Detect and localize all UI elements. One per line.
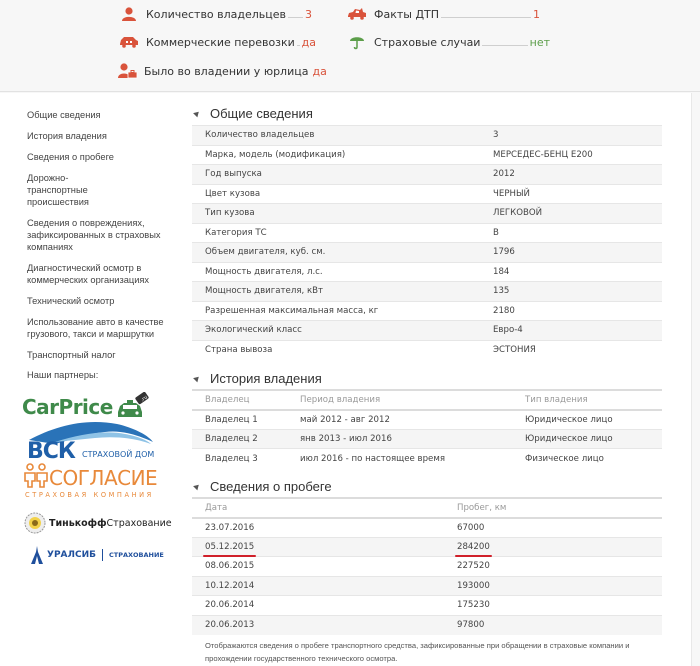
ownership-type-cell: Физическое лицо (512, 449, 662, 469)
mileage-note: Отображаются сведения о пробеге транспортного средства, зафиксированные при обращении в страховые компании и прохождении государственного технического осмотра. (205, 641, 630, 663)
partners-label: Наши партнеры: (27, 370, 99, 380)
date-cell (192, 537, 444, 557)
carprice-logo[interactable]: CarPrice .ru (22, 393, 149, 421)
row-value: ЧЕРНЫЙ (480, 184, 662, 204)
company-owned-value: да (312, 64, 327, 78)
svg-text:ВСК: ВСК (27, 439, 75, 460)
section-title: Сведения о пробеге (210, 478, 332, 494)
table-row (192, 223, 662, 243)
mileage-cell (444, 596, 662, 616)
sidebar-nav (27, 109, 177, 380)
leader-line (482, 36, 527, 46)
date-cell (192, 615, 444, 635)
table-row (192, 557, 662, 577)
mileage-cell (444, 576, 662, 596)
table-row (192, 321, 662, 341)
section-mileage-header[interactable] (192, 477, 662, 495)
row-value: 1796 (480, 243, 662, 263)
date-cell (192, 557, 444, 577)
svg-text:СТРАХОВАЯ КОМПАНИЯ: СТРАХОВАЯ КОМПАНИЯ (25, 491, 154, 499)
accidents-value: 1 (533, 7, 540, 21)
person-briefcase-icon (118, 63, 138, 79)
commercial-value: да (301, 35, 316, 49)
row-label: Мощность двигателя, л.с. (192, 262, 480, 282)
row-value: ЭСТОНИЯ (480, 340, 662, 360)
summary-commercial: Коммерческие перевозки да (118, 33, 316, 51)
row-label: Страна вывоза (192, 340, 480, 360)
collapse-triangle-icon[interactable] (193, 374, 201, 382)
table-row (192, 243, 662, 263)
section-ownership-header[interactable] (192, 369, 662, 387)
logo-divider (102, 549, 103, 561)
mileage-cell (444, 557, 662, 577)
table-row (192, 184, 662, 204)
sidebar-item-inspection[interactable]: Технический осмотр (27, 296, 115, 306)
mileage-text: 175230 (457, 600, 490, 611)
tinkoff-emblem-icon (24, 512, 46, 534)
collapse-triangle-icon[interactable] (193, 109, 201, 117)
table-row (192, 262, 662, 282)
row-label: Количество владельцев (192, 126, 480, 146)
row-label: Год выпуска (192, 165, 480, 185)
soglasie-logo[interactable] (23, 461, 173, 501)
vsk-logo[interactable] (25, 420, 165, 460)
owner-cell: Владелец 3 (192, 449, 287, 469)
table-row (192, 282, 662, 302)
date-text: 20.06.2014 (205, 600, 255, 611)
svg-text:.ru: .ru (139, 394, 149, 404)
column-header: Дата (192, 498, 444, 518)
table-row (192, 126, 662, 146)
table-row (192, 340, 662, 360)
row-value: B (480, 223, 662, 243)
period-cell: май 2012 - авг 2012 (287, 410, 512, 430)
period-cell: янв 2013 - июл 2016 (287, 429, 512, 449)
svg-text:СТРАХОВОЙ ДОМ: СТРАХОВОЙ ДОМ (82, 450, 155, 459)
row-label: Разрешенная максимальная масса, кг (192, 301, 480, 321)
row-value: 2012 (480, 165, 662, 185)
leader-line (297, 36, 300, 46)
row-value: Евро-4 (480, 321, 662, 341)
date-text: 20.06.2013 (205, 620, 255, 630)
table-row (192, 301, 662, 321)
column-header: Пробег, км (444, 498, 662, 518)
row-value: 135 (480, 282, 662, 302)
summary-panel (0, 0, 700, 92)
summary-company-owned: Было во владении у юрлица да (118, 62, 316, 80)
sidebar-item-general[interactable]: Общие сведения (27, 110, 101, 120)
uralsib-logo[interactable]: УРАЛСИБ СТРАХОВАНИЕ (30, 545, 164, 565)
owner-cell: Владелец 2 (192, 429, 287, 449)
section-general-header[interactable] (192, 104, 662, 122)
sidebar-item-diagnostics[interactable]: Диагностический осмотр в коммерческих организациях (27, 263, 150, 285)
table-row (192, 204, 662, 224)
highlighted-date: 05.12.2015 (205, 541, 255, 552)
owner-cell: Владелец 1 (192, 410, 287, 430)
taxi-icon (118, 34, 140, 50)
period-cell: июл 2016 - по настоящее время (287, 449, 512, 469)
umbrella-icon (346, 34, 368, 50)
section-title: Общие сведения (210, 105, 313, 121)
section-title: История владения (210, 370, 322, 386)
mileage-cell (444, 537, 662, 557)
table-row (192, 165, 662, 185)
row-label: Марка, модель (модификация) (192, 145, 480, 165)
mileage-text: 227520 (457, 561, 490, 572)
column-header: Владелец (192, 390, 287, 410)
table-row (192, 449, 662, 469)
table-row (192, 596, 662, 616)
column-header: Тип владения (512, 390, 662, 410)
leader-line (288, 8, 303, 18)
row-label: Категория ТС (192, 223, 480, 243)
date-text: 23.07.2016 (205, 522, 255, 533)
summary-owners: Количество владельцев 3 (118, 5, 312, 23)
sidebar-item-mileage[interactable]: Сведения о пробеге (27, 152, 114, 162)
ownership-type-cell: Юридическое лицо (512, 410, 662, 430)
row-label: Тип кузова (192, 204, 480, 224)
row-value: МЕРСЕДЕС-БЕНЦ E200 (480, 145, 662, 165)
row-value: 2180 (480, 301, 662, 321)
column-header: Период владения (287, 390, 512, 410)
sidebar-item-commercial-use[interactable]: Использование авто в качестве грузового, такси и маршрутки (27, 317, 164, 339)
mileage-cell (444, 615, 662, 635)
row-label: Цвет кузова (192, 184, 480, 204)
table-row (192, 537, 662, 557)
date-text: 08.06.2015 (205, 561, 255, 572)
mileage-cell (444, 518, 662, 538)
table-header-row (192, 498, 662, 518)
car-tag-icon (115, 392, 149, 422)
summary-insurance: Страховые случаи нет (346, 33, 550, 51)
tinkoff-logo[interactable]: Тинькофф Страхование (24, 512, 172, 534)
table-row (192, 615, 662, 635)
mileage-text: 97800 (457, 620, 485, 630)
ownership-type-cell: Юридическое лицо (512, 429, 662, 449)
row-value: 3 (480, 126, 662, 146)
sidebar-item-damages[interactable]: Сведения о повреждениях, зафиксированных в страховых компаниях (27, 218, 161, 252)
crashed-car-icon (346, 6, 368, 22)
row-value: 184 (480, 262, 662, 282)
sidebar-item-tax[interactable]: Транспортный налог (27, 350, 116, 360)
table-row (192, 145, 662, 165)
date-cell (192, 596, 444, 616)
table-row (192, 410, 662, 430)
insurance-value: нет (529, 35, 550, 49)
date-cell (192, 518, 444, 538)
highlighted-mileage: 284200 (457, 541, 490, 552)
table-row (192, 518, 662, 538)
table-header-row (192, 390, 662, 410)
leader-line (441, 8, 531, 18)
table-row (192, 429, 662, 449)
summary-accidents: Факты ДТП 1 (346, 5, 540, 23)
sidebar-item-ownership[interactable]: История владения (27, 131, 107, 141)
sidebar-item-accidents[interactable]: Дорожно-транспортные происшествия (27, 173, 89, 207)
svg-text:СОГЛАСИЕ: СОГЛАСИЕ (49, 466, 158, 490)
mileage-text: 193000 (457, 580, 490, 591)
row-value: ЛЕГКОВОЙ (480, 204, 662, 224)
mileage-table (192, 497, 662, 635)
uralsib-emblem-icon (30, 546, 44, 564)
owners-value: 3 (305, 7, 312, 21)
collapse-triangle-icon[interactable] (193, 482, 201, 490)
person-icon (118, 6, 140, 22)
mileage-text: 67000 (457, 522, 485, 533)
row-label: Объем двигателя, куб. см. (192, 243, 480, 263)
ownership-table (192, 389, 662, 468)
row-label: Экологический класс (192, 321, 480, 341)
date-cell (192, 576, 444, 596)
date-text: 10.12.2014 (205, 580, 255, 591)
general-info-table (192, 125, 662, 360)
table-row (192, 576, 662, 596)
row-label: Мощность двигателя, кВт (192, 282, 480, 302)
